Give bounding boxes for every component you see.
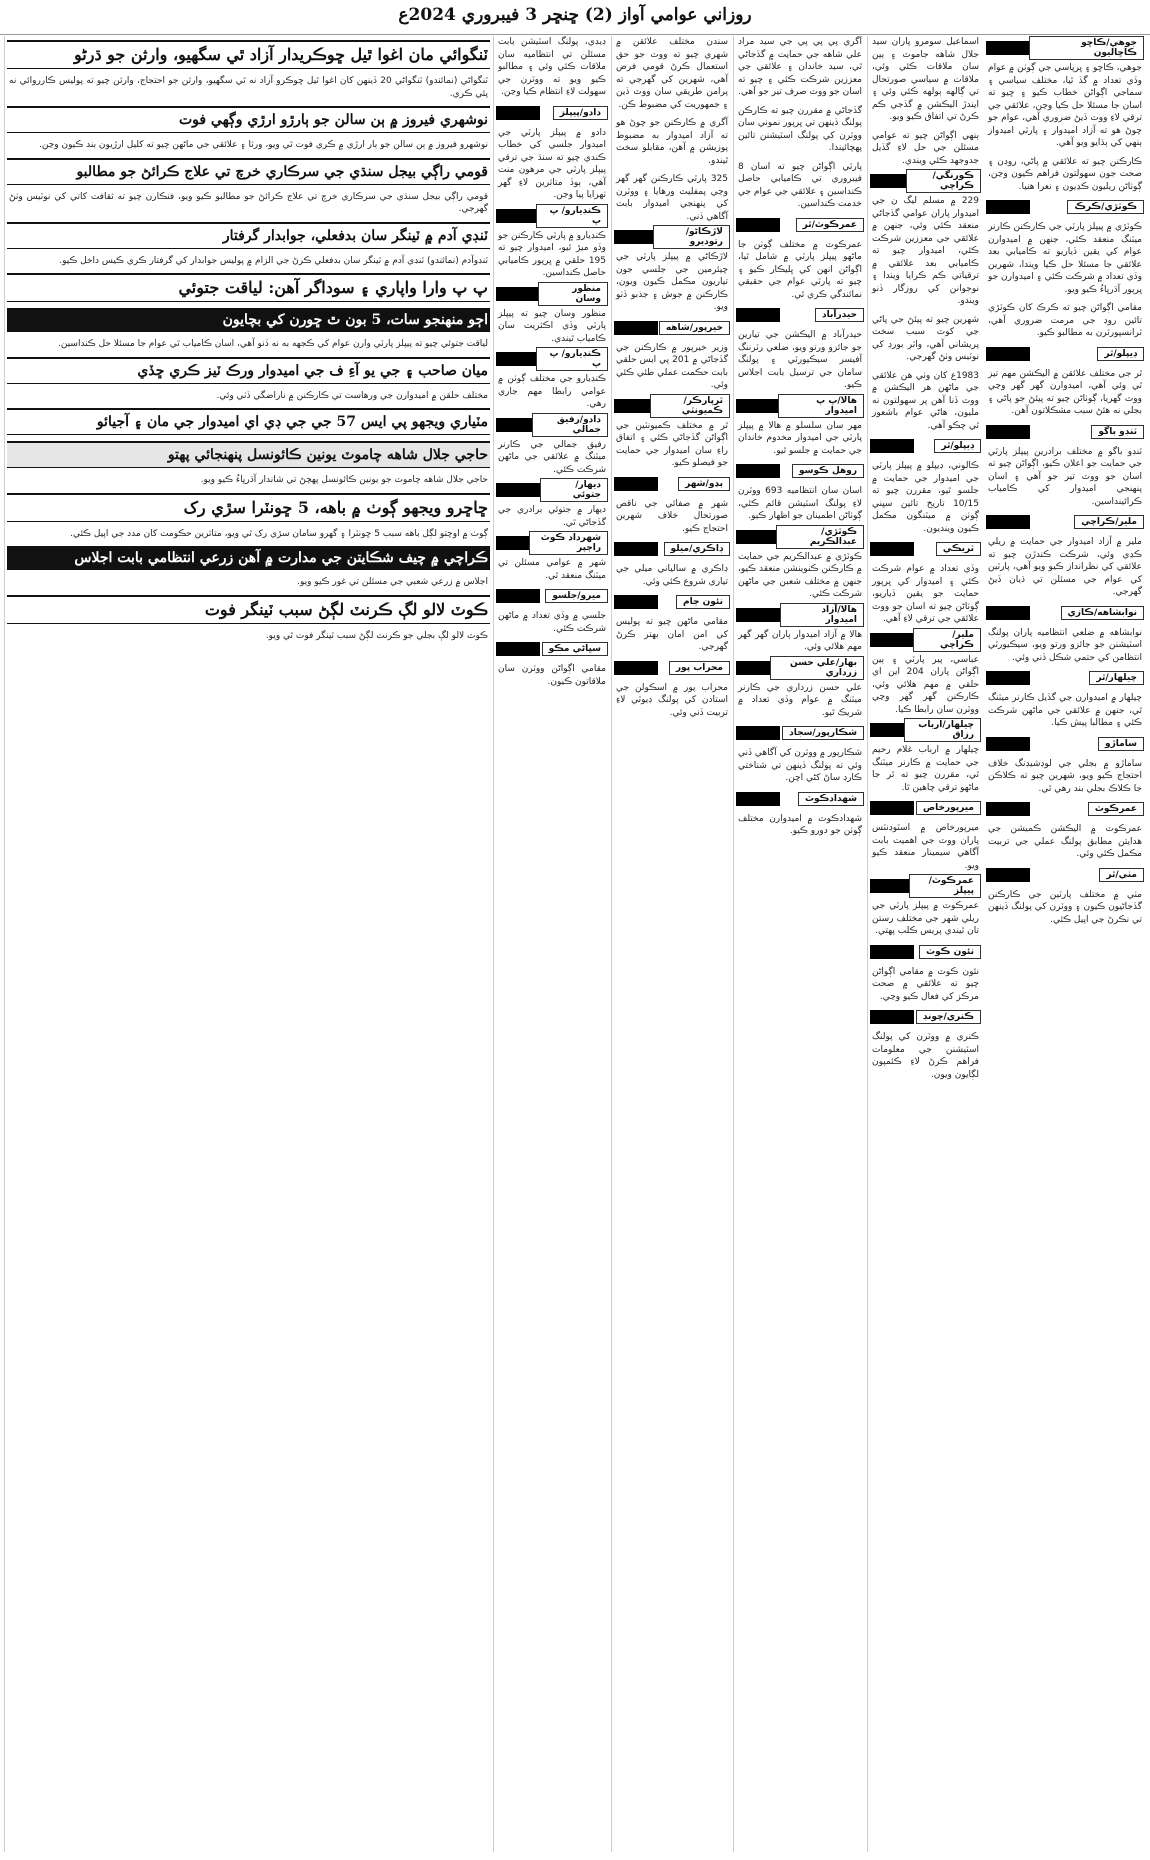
headline: اڄو منهنجو سات، 5 بون ٿ ڇورن کي بچايون	[7, 308, 490, 332]
redacted-reporter-block	[496, 106, 540, 120]
dateline	[870, 722, 981, 738]
redacted-reporter-block	[614, 477, 658, 491]
dateline	[496, 205, 608, 226]
column-4	[611, 36, 732, 1852]
redacted-reporter-block	[986, 515, 1030, 529]
redacted-reporter-block	[736, 608, 780, 622]
article-paragraph: محراب پور ۾ اسڪولن جي استادن کي پولنگ ڊيوٽي لاءِ تربيت ڏني وئي.	[616, 682, 728, 718]
redacted-reporter-block	[614, 399, 650, 413]
article-paragraph: ڪنري ۾ ووٽرن کي پولنگ اسٽيشنن جي معلومات فراهم ڪرڻ لاءِ ڪئمپون لڳايون ويون.	[872, 1032, 979, 1080]
dateline-location: نوابشاهه/ڪازي	[1061, 606, 1144, 620]
article-paragraph: شهدادڪوٽ ۾ اميدوارن مختلف ڳوٺن جو دورو ڪيو.	[738, 813, 862, 836]
redacted-reporter-block	[986, 737, 1030, 751]
dateline-location: عمرڪوٽ/ٿر	[796, 218, 864, 232]
dateline	[496, 482, 608, 498]
dateline	[614, 395, 730, 416]
dateline	[986, 670, 1144, 686]
redacted-reporter-block	[736, 530, 776, 544]
dateline	[736, 217, 864, 233]
redacted-reporter-block	[496, 483, 540, 497]
redacted-reporter-block	[614, 661, 658, 675]
dateline	[496, 283, 608, 304]
article-paragraph: آگري ۾ ڪارڪنن جو چوڻ هو ته آزاد اميدوار به مضبوط پوزيشن ۾ آهن، مقابلو سخت ٿيندو.	[616, 118, 728, 166]
dateline-location: عمرڪوٽ	[1088, 802, 1144, 816]
redacted-reporter-block	[736, 726, 780, 740]
dateline-location: ملير/ڪراچي	[913, 628, 981, 652]
dateline	[870, 438, 981, 454]
dateline-location: سڀاڻي مڪو	[542, 642, 608, 656]
dateline-location: ڪنري/چونڊ	[916, 1010, 981, 1024]
dateline-location: حيدرآباد	[815, 308, 864, 322]
masthead: روزاني عوامي آواز (2) ڇنڇر 3 فيبروري 2024ع	[0, 0, 1150, 35]
dateline	[870, 629, 981, 650]
article-paragraph: نوابشاهه ۾ ضلعي انتظاميه پاران پولنگ اسٽيشنن جو جائزو ورتو ويو، سيڪيورٽي انتظامن کي حتمي شڪل ڏني وئي.	[988, 627, 1142, 663]
dateline-location: ڪورنگي/ڪراچي	[906, 169, 981, 193]
redacted-reporter-block	[496, 352, 536, 366]
redacted-reporter-block	[736, 661, 770, 675]
headline: ٽنڊي آدم ۾ ٽينگر سان بدفعلي، جوابدار گرفتار	[7, 222, 490, 249]
dateline-location: جوهي/ڪاڇو ڪاڇاليون	[1029, 36, 1144, 60]
dateline	[614, 229, 730, 245]
dateline	[496, 414, 608, 435]
article-paragraph: ملير ۾ آزاد اميدوار جي حمايت ۾ ريلي ڪڍي وئي، شرڪت ڪندڙن چيو ته علائقي کي نظرانداز ڪيو ويو آهي، پارٽين کي عوام جي مسئلن تي ڌيان ڏيڻ گهرجي.	[988, 537, 1142, 597]
article-paragraph: ديهار ۾ جتوئي برادري جي گڏجاڻي ٿي.	[498, 505, 606, 528]
dateline	[870, 944, 981, 960]
article-paragraph: ٿر ۾ مختلف ڪميونٽين جي اڳواڻن گڏجاڻي ڪئي ۽ اتفاق راءِ سان اميدوار جي حمايت جو فيصلو ڪيو.	[616, 420, 728, 468]
article-paragraph: عمرڪوٽ ۾ مختلف ڳوٺن جا ماڻهو پيپلز پارٽي ۾ شامل ٿيا، اڳواڻن انهن کي ڀليڪار ڪيو ۽ چيو ته پارٽي عوام جي حقيقي نمائندگي ڪري ٿي.	[738, 239, 862, 300]
headline: حاجي جلال شاهه چاموٽ يونين ڪائونسل پنهنجائي پهتو	[7, 441, 490, 468]
dateline	[736, 395, 864, 416]
redacted-reporter-block	[986, 41, 1029, 55]
article-paragraph: مقامي اڳواڻن ووٽرن سان ملاقاتون ڪيون.	[498, 664, 606, 687]
dateline	[614, 594, 730, 610]
article-paragraph: جوهي، ڪاڇو ۽ ڀرپاسي جي ڳوٺن ۾ عوام وڏي تعداد ۾ گڏ ٿيا، مختلف سياسي ۽ سماجي اڳواڻن خطاب ڪيو ۽ ڇيو ته اسان جا مسئلا حل ڪيا وڃن، علائقي جي ترقي لاءِ ووٽ ڏيڻ ضروري آهي، عوام جو چوڻ هو ته آزاد اميدوار ۽ پارٽي اميدوار ٻنهي کي ٻڌايو ويو آهي.	[988, 63, 1142, 148]
dateline-location: عمرڪوٽ/پيپلز	[909, 874, 981, 898]
article-paragraph: گڏجاڻي ۾ مقررن چيو ته ڪارڪن پولنگ ڏينهن تي ڀرپور نموني سان ووٽرن کي پولنگ اسٽيشنن تائين پهچائيندا.	[738, 105, 862, 153]
article-paragraph: مقامي اڳواڻن چيو ته ڪرڪ کان ڪوٽڙي تائين روڊ جي مرمت ضروري آهي، ٽرانسپورٽرن به مطالبو ڪيو.	[988, 303, 1142, 338]
dateline	[496, 535, 608, 551]
redacted-reporter-block	[986, 347, 1030, 361]
redacted-reporter-block	[986, 425, 1030, 439]
dateline	[736, 526, 864, 547]
dateline	[870, 1009, 981, 1025]
dateline	[870, 878, 981, 894]
article-paragraph: مٺي ۾ مختلف پارٽين جي ڪارڪنن گڏجاڻيون ڪيون ۽ ووٽرن کي پولنگ ڏينهن تي نڪرڻ جي اپيل ڪئي.	[988, 889, 1142, 925]
redacted-reporter-block	[496, 418, 532, 432]
redacted-reporter-block	[496, 209, 536, 223]
redacted-reporter-block	[870, 633, 913, 647]
redacted-reporter-block	[986, 868, 1030, 882]
redacted-reporter-block	[870, 174, 906, 188]
article-paragraph: حاجي جلال شاهه چاموٽ جو يونين ڪائونسل پهچڻ تي شاندار آڌرڀاءُ ڪيو ويو.	[200, 475, 488, 485]
article-paragraph: مهر سان سلسلو ۾ هالا ۾ پيپلز پارٽي جي اميدوار مخدوم خاندان جي حمايت ۾ جلسو ٿيو.	[738, 420, 862, 456]
article-paragraph: وزير خيرپور ۾ ڪارڪنن جي گڏجاڻي ۾ 201 پي ايس حلقي بابت حڪمت عملي طئي ڪئي وئي.	[616, 342, 728, 390]
dateline	[736, 463, 864, 479]
dateline-location: روهل ڪوسو	[792, 464, 864, 478]
article-paragraph: شهرين چيو ته پيئڻ جي پاڻي جي کوٽ سبب سخت پريشاني آهي، واٽر بورڊ کي نوٽيس وٺڻ گهرجي.	[872, 314, 979, 362]
article-paragraph: ٽنڊو باگو ۾ مختلف برادرين پيپلز پارٽي جي حمايت جو اعلان ڪيو، اڳواڻن چيو ته اسان جو ووٽ تير جو آهي ۽ اسان پنهنجي اميدوار کي ڪامياب ڪرائينداسين.	[988, 446, 1142, 507]
redacted-reporter-block	[986, 802, 1030, 816]
redacted-reporter-block	[736, 218, 780, 232]
dateline	[736, 657, 864, 678]
article-paragraph: مقامي ماڻهن چيو ته پوليس کي امن امان بهتر ڪرڻ گهرجي.	[616, 617, 728, 652]
headline: نوشهري فيروز ۾ ٻن سالن جو ٻارڙو ارڙي وڳهي فوت	[7, 106, 490, 133]
article-paragraph: پارٽي اڳواڻن چيو ته اسان 8 فيبروري تي ڪاميابي حاصل ڪنداسين ۽ علائقي جي عوام جي خدمت ڪنداسين.	[738, 161, 862, 209]
article-paragraph: شهر ۾ عوامي مسئلن تي ميٽنگ منعقد ٿي.	[498, 558, 606, 581]
article-paragraph: 325 پارٽي ڪارڪنن گهر گهر وڃي پمفليٽ ورهايا ۽ ووٽرن کي پنهنجي اميدوار بابت آگاهي ڏني.	[616, 174, 728, 222]
article-paragraph: سندن مختلف علائقن ۾ شهري چيو ته ووٽ جو حق استعمال ڪرڻ قومي فرض آهي، شهرين کي گهرجي ته پرامن طريقي سان ووٽ ڏين ۽ جمهوريت کي مضبوط ڪن.	[616, 37, 728, 110]
headline: مٽياري ويجهو پي ايس 57 جي جي ڊي اي اميدوار جي مان ۽ آجيائو	[7, 408, 490, 435]
article-paragraph: نوشهرو فيروز ۾ ٻن سالن جو ٻار ارڙي ۾ ڪري فوت ٿي ويو، ورثا ۽ علائقي جي ماڻهن چيو ته کليل ارڙيون بند ڪيون وڃن.	[39, 140, 488, 150]
headline: پ پ وارا واپاري ۽ سوداگر آهن: لياقت جتوئي	[7, 273, 490, 302]
dateline	[736, 604, 864, 625]
redacted-reporter-block	[614, 321, 658, 335]
dateline-location: شهرداد ڪوٽ راڄپر	[529, 531, 608, 555]
dateline-location: ميرو/جلسو	[545, 589, 608, 603]
dateline-location: ساماڙو	[1098, 737, 1144, 751]
dateline	[986, 514, 1144, 530]
dateline	[986, 736, 1144, 752]
dateline-location: ٿرپارڪر/ڪميونٽي	[650, 394, 730, 418]
dateline-location: چيلهار/ارباب رزاق	[904, 718, 981, 742]
article-paragraph: شهر ۾ صفائي جي ناقص صورتحال خلاف شهرين احتجاج ڪيو.	[616, 498, 728, 534]
dateline-location: ڪنڊيارو/ پ پ	[536, 347, 608, 371]
dateline-location: بهار/علي حسن زرداري	[770, 656, 864, 680]
dateline-location: ڪوٽڙي/ڪرڪ	[1067, 200, 1144, 214]
article-paragraph: اجلاس ۾ زرعي شعبي جي مسئلن تي غور ڪيو ويو.	[297, 577, 488, 587]
dateline-location: لاڙڪاڻو/رتوديرو	[653, 225, 730, 249]
article-paragraph: ميرپورخاص ۾ اسٽوڊنٽس پاران ووٽ جي اهميت بابت آگاهي سيمينار منعقد ڪيو ويو.	[872, 823, 979, 871]
article-paragraph: ٻنهي اڳواڻن چيو ته عوامي مسئلن جي حل لاءِ گڏيل جدوجهد ڪئي ويندي.	[872, 130, 979, 166]
redacted-reporter-block	[496, 642, 540, 656]
redacted-reporter-block	[614, 595, 658, 609]
redacted-reporter-block	[870, 945, 914, 959]
dateline	[496, 588, 608, 604]
dateline	[986, 199, 1144, 215]
article-paragraph: ٽنڊوآدم (نمائندو) ٽنڊي آدم ۾ ٽينگر سان بدفعلي ڪرڻ جي الزام ۾ پوليس جوابدار کي گرفتار ڪري ڪيس داخل ڪيو.	[59, 255, 488, 266]
article-paragraph: اسماعيل سومرو پاران سيد جلال شاهه جاموٽ ۽ ٻين سان ملاقات ڪئي وئي، ملاقات ۾ سياسي صورتحال تي ڳالهه ٻولهه ڪئي وئي ۽ ايندڙ اليڪشن ۾ گڏجي ڪم ڪرڻ تي اتفاق ڪيو ويو.	[872, 37, 979, 122]
dateline-location: خيرپور/شاهه	[659, 321, 730, 335]
redacted-reporter-block	[736, 399, 778, 413]
article-paragraph: ڪنڊيارو جي مختلف ڳوٺن ۾ عوامي رابطا مهم جاري رهي.	[498, 374, 606, 409]
dateline-location: ڪوٽڙي/عبدالڪريم	[776, 525, 865, 549]
article-paragraph: ڪوٽڙي ۾ پيپلز پارٽي جي ڪارڪنن ڪارنر ميٽنگ منعقد ڪئي، جنهن ۾ اميدوارن عوام کي يقين ڏياريو ته ڪاميابي بعد علائقي جا مسئلا حل ڪيا ويندا، شهرين وڏي تعداد ۾ شرڪت ڪئي ۽ اميدوارن جو ڀرپور آڌرڀاءُ ڪيو ويو.	[987, 222, 1142, 295]
redacted-reporter-block	[496, 536, 529, 550]
article-paragraph: لاڙڪاڻي ۾ پيپلز پارٽي جي چيئرمين جي جلسي جون تياريون مڪمل ڪيون ويون، ڪارڪنن ۾ جوش ۽ جذبو ڏٺو ويو.	[616, 252, 728, 312]
dateline	[496, 105, 608, 121]
dateline	[870, 800, 981, 816]
dateline-location: چيلهار/ٿر	[1089, 671, 1144, 685]
article-paragraph: ڳوٺ ۾ اوچتو لڳل باهه سبب 5 ڇونٽرا ۽ گهرو سامان سڙي رک ٿي ويو، متاثرين حڪومت کان مدد جي اپيل ڪئي.	[70, 528, 488, 539]
article-paragraph: 1983ع کان وٺي هن علائقي جي ماڻهن هر اليڪشن ۾ ووٽ ڏنا آهن پر سهولتون نه مليون، هاڻي عوام باشعور ٿي چڪو آهي.	[872, 370, 979, 431]
headline: ڪراچي ۾ چيف شڪايتن جي مدارت ۾ آهن زرعي انتظامي بابت اجلاس	[7, 546, 490, 570]
column-2	[867, 36, 983, 1852]
article-paragraph: ڪوٽ لالو لڳ بجلي جو ڪرنٽ لڳڻ سبب ٽينگر فوت ٿي ويو.	[265, 630, 488, 641]
dateline	[870, 173, 981, 189]
dateline	[870, 541, 981, 557]
dateline	[986, 605, 1144, 621]
redacted-reporter-block	[614, 542, 658, 556]
redacted-reporter-block	[986, 200, 1030, 214]
redacted-reporter-block	[496, 287, 538, 301]
article-paragraph: چيلهار ۾ ارباب غلام رحيم جي حمايت ۾ ڪارنر ميٽنگ ٿي، مقررن چيو ته ٿر جا ماڻهو ترقي چاهين ٿا.	[872, 745, 979, 793]
redacted-reporter-block	[736, 464, 780, 478]
dateline-location: ٻڍو/شهر	[678, 477, 730, 491]
article-paragraph: لياقت جتوئي چيو ته پيپلز پارٽي وارن عوام کي ڪجهه به نه ڏنو آهي، اسان ڪامياب ٿي عوام جا مسئلا حل ڪنداسين.	[58, 339, 488, 349]
article-paragraph: ٿر جي مختلف علائقن ۾ اليڪشن مهم تيز ٿي وئي آهي، اميدوارن گهر گهر وڃي ووٽ گهريا، ڳوٺاڻن چيو ته پيئڻ جو پاڻي ۽ بجلي نه هئڻ سبب مشڪلاتون آهن.	[988, 368, 1142, 416]
dateline	[736, 307, 864, 323]
article-paragraph: عباسي، پير پارٽي ۽ ٻين اڳواڻن پاران 204 اين اي حلقي ۾ مهم هلائي وئي، ڪارڪنن گهر گهر وڃي ووٽرن سان رابطا ڪيا.	[872, 654, 979, 715]
dateline	[496, 641, 608, 657]
dateline-location: ٽنڊو باگو	[1091, 425, 1144, 439]
headline: ڇاڇرو ويجهو ڳوٺ ۾ باهه، 5 ڇونٽرا سڙي رک	[7, 493, 490, 522]
redacted-reporter-block	[736, 308, 780, 322]
article-paragraph: حيدرآباد ۾ اليڪشن جي تيارين جو جائزو ورتو ويو، ضلعي رٽرننگ آفيسر سيڪيورٽي ۽ پولنگ سامان جي ترسيل بابت اجلاس ڪيو.	[738, 330, 862, 390]
article-paragraph: مختلف حلقن ۾ اميدوارن جي ورهاست تي ڪارڪنن ۾ ناراضگي ڏٺي وئي.	[216, 390, 488, 401]
article-paragraph: عمرڪوٽ ۾ پيپلز پارٽي جي ريلي شهر جي مختلف رستن تان ٿيندي پريس ڪلب پهتي.	[872, 901, 979, 936]
dateline-location: ڊيپلو/ٿر	[1097, 347, 1144, 361]
dateline	[986, 424, 1144, 440]
column-6	[4, 36, 492, 1852]
article-paragraph: رفيق جمالي جي ڪارنر ميٽنگ ۾ علائقي جي ماڻهن شرڪت ڪئي.	[498, 439, 606, 475]
redacted-reporter-block	[986, 606, 1030, 620]
article-paragraph: ٽنگواڻي (نمائندو) ٽنگواڻي 20 ڏينهن کان اغوا ٿيل ڇوڪرو آزاد نه ٿي سگهيو، وارثن جو احتجاج، وارثن چيو ته پوليس ڪارروائي نه پئي ڪري.	[9, 76, 488, 99]
article-paragraph: چيلهار ۾ اميدوارن جي گڏيل ڪارنر ميٽنگ ٿي، جنهن ۾ علائقي جي ماڻهن شرڪت ڪئي ۽ مطالبا پيش ڪيا.	[988, 693, 1142, 728]
headline: قومي راڳي بيجل سنڌي جي سرڪاري خرچ تي علاج ڪرائڻ جو مطالبو	[7, 158, 490, 185]
article-paragraph: 229 ۾ مسلم ليگ ن جي اميدوار پاران عوامي گڏجاڻي منعقد ڪئي وئي، جنهن ۾ علائقي جي معززين شرڪت ڪئي، اميدوار چيو ته ڪاميابي بعد علائقي ۾ ترقياتي ڪم ڪرايا ويندا ۽ نوجوانن کي روزگار ڏنو ويندو.	[872, 196, 979, 306]
redacted-reporter-block	[870, 879, 909, 893]
dateline-location: هالا/پ پ اميدوار	[778, 394, 864, 418]
dateline	[986, 346, 1144, 362]
redacted-reporter-block	[614, 230, 653, 244]
headline: ميان صاحب ۽ جي يو آءِ ف جي اميدوار ورڪ ٽيز ڪري ڇڏي	[7, 357, 490, 384]
article-paragraph: علي حسن زرداري جي ڪارنر ميٽنگ ۾ عوام وڏي تعداد ۾ شريڪ ٿيو.	[738, 682, 862, 718]
dateline-location: ڊاڪري/ميلو	[664, 542, 730, 556]
article-paragraph: ڪوٽڙي ۾ عبدالڪريم جي حمايت ۾ ڪارڪنن ڪنوينشن منعقد ڪيو، جنهن ۾ مختلف شعبن جي ماڻهن شرڪت ڪئي.	[738, 551, 862, 599]
article-paragraph: عمرڪوٽ ۾ اليڪشن ڪميشن جي هدايتن مطابق پولنگ عملي جي تربيت مڪمل ڪئي وئي.	[988, 824, 1142, 859]
redacted-reporter-block	[986, 671, 1030, 685]
dateline	[736, 725, 864, 741]
dateline	[986, 40, 1144, 56]
article-paragraph: دادو ۾ پيپلز پارٽي جي اميدوار جلسي کي خطاب ڪندي چيو ته سنڌ جي ترقي پيپلز پارٽي جي مرهون منت آهي، ٻوڏ متاثرين لاءِ گهر ٺهرايا پيا وڃن.	[498, 127, 606, 200]
dateline-location: ڪنڊيارو/ پ پ	[536, 204, 608, 228]
dateline-location: ميرپورخاص	[916, 801, 981, 815]
redacted-reporter-block	[870, 723, 904, 737]
article-paragraph: شڪارپور ۾ ووٽرن کي آگاهي ڏني وئي ته پولنگ ڏينهن تي شناختي ڪارڊ ساڻ کڻي اچن.	[738, 748, 862, 783]
column-3	[733, 36, 866, 1852]
dateline	[496, 351, 608, 367]
dateline-location: شهدادڪوٽ	[798, 792, 864, 806]
dateline	[614, 660, 730, 676]
dateline	[986, 801, 1144, 817]
headline: ٽنگوائي مان اغوا ٿيل ڇوڪريدار آزاد ٿي سگهيو، وارثن جو ڌرڻو	[7, 40, 490, 69]
dateline-location: دادو/رفيق جمالي	[532, 413, 608, 437]
dateline-location: نئون ڪوٽ	[919, 945, 981, 959]
dateline-location: ٽريڪي	[936, 542, 981, 556]
dateline-location: ديهار/جتوئي	[540, 478, 608, 502]
redacted-reporter-block	[496, 589, 540, 603]
dateline	[614, 320, 730, 336]
dateline	[986, 867, 1144, 883]
redacted-reporter-block	[870, 439, 914, 453]
dateline-location: ڊيپلو/ٿر	[934, 439, 981, 453]
article-paragraph: اسان سان انتظاميه 693 ووٽرن لاءِ پولنگ اسٽيشن قائم ڪئي، ڳوٺاڻن اطمينان جو اظهار ڪيو.	[738, 486, 863, 521]
article-paragraph: ڪنڊيارو ۾ پارٽي ڪارڪنن جو وڏو ميڙ ٿيو، اميدوار چيو ته 195 حلقي ۾ ڀرپور ڪاميابي حاصل ڪنداسين.	[497, 230, 606, 278]
article-paragraph: وڏي تعداد ۾ عوام شرڪت ڪئي ۽ اميدوار کي ڀرپور حمايت جو يقين ڏياريو، ڳوٺاڻن چيو ته اسان جو ووٽ علائقي جي ترقي لاءِ آهي.	[872, 564, 979, 624]
dateline	[614, 476, 730, 492]
article-paragraph: ڊيڊي، پولنگ اسٽيشن بابت مسئلن تي انتظاميه سان ملاقات ڪئي وئي ۽ مطالبو ڪيو ويو ته ووٽرن جي سهولت لاءِ انتظام ڪيا وڃن.	[498, 37, 606, 97]
article-paragraph: قومي راڳي بيجل سنڌي جي سرڪاري خرچ تي علاج ڪرائڻ جو مطالبو ڪيو ويو، فنڪارن چيو ته ثقافت کاتي کي نوٽيس وٺڻ گهرجي.	[9, 191, 488, 214]
dateline-location: محراب پور	[669, 661, 730, 675]
dateline	[614, 541, 730, 557]
dateline-location: دادو/پيپلز	[553, 106, 608, 120]
article-paragraph: جلسي ۾ وڏي تعداد ۾ ماڻهن شرڪت ڪئي.	[498, 611, 606, 634]
dateline-location: مٺي/ٿر	[1099, 868, 1144, 882]
dateline-location: ملير/ڪراچي	[1074, 515, 1144, 529]
article-paragraph: آگري پي پي پي جي سيد مراد علي شاهه جي حمايت ۾ گڏجاڻي ٿي، سيد خاندان ۽ علائقي جي معززين شرڪت ڪئي ۽ چيو ته اسان جو ووٽ صرف تير جو آهي.	[738, 37, 862, 97]
dateline-location: هالا/آزاد اميدوار	[780, 603, 864, 627]
dateline-location: نئون ڄام	[676, 595, 730, 609]
article-paragraph: نئون ڪوٽ ۾ مقامي اڳواڻن چيو ته علائقي ۾ صحت مرڪز کي فعال ڪيو وڃي.	[872, 966, 979, 1002]
article-paragraph: ڊاڪري ۾ سالياني ميلي جي تياري شروع ڪئي وئي.	[616, 564, 728, 587]
article-paragraph: ڪالوني، ڊيپلو ۾ پيپلز پارٽي جي اميدوار جي حمايت ۾ جلسو ٿيو، مقررن چيو ته 10/15 تاريخ تائين سڀني ڳوٺن ۾ ميٽنگون مڪمل ڪيون وينديون.	[872, 461, 979, 534]
article-paragraph: ڪارڪنن چيو ته علائقي ۾ پاڻي، روڊن ۽ صحت جون سهولتون فراهم ڪيون وڃن، ڳوٺاڻن ريليون ڪڍيون ۽ نعرا هنيا.	[988, 156, 1142, 192]
dateline	[736, 791, 864, 807]
redacted-reporter-block	[870, 542, 914, 556]
redacted-reporter-block	[870, 801, 914, 815]
column-5	[493, 36, 610, 1852]
headline: ڪوٽ لالو لڳ ڪرنٽ لڳڻ سبب ٽينگر فوت	[7, 595, 490, 624]
dateline-location: منظور وسان	[538, 282, 608, 306]
article-paragraph: هالا ۾ آزاد اميدوار پاران گهر گهر مهم هلائي وئي.	[738, 629, 862, 652]
article-paragraph: ساماڙو ۾ بجلي جي لوڊشيڊنگ خلاف احتجاج ڪيو ويو، شهرين چيو ته ڪلاڪن جا ڪلاڪ بجلي بند رهي ٿي.	[988, 758, 1142, 794]
redacted-reporter-block	[736, 792, 780, 806]
article-paragraph: منظور وسان چيو ته پيپلز پارٽي وڏي اڪثريت سان ڪامياب ٿيندي.	[498, 308, 606, 344]
dateline-location: شڪارپور/سجاد	[782, 726, 864, 740]
column-1	[984, 36, 1146, 1852]
redacted-reporter-block	[870, 1010, 914, 1024]
